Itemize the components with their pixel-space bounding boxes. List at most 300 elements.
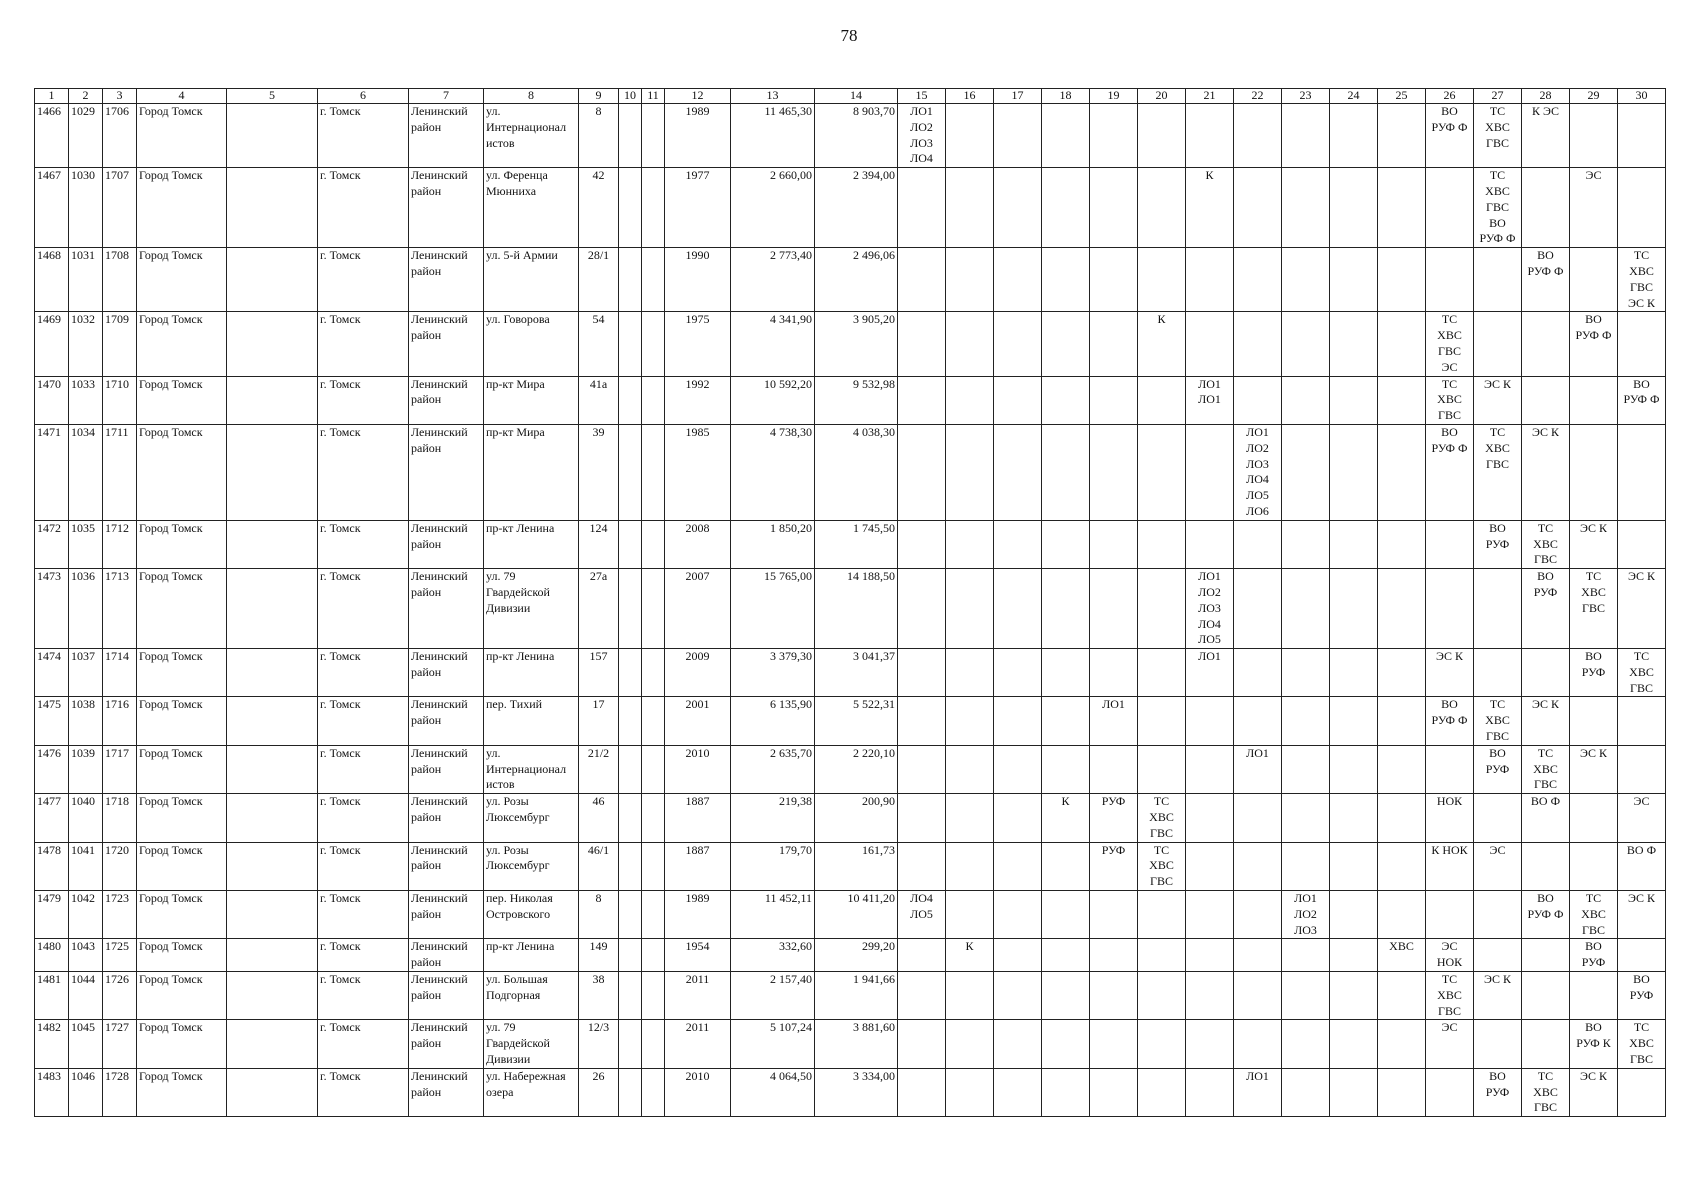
- column-number-header-row: [35, 89, 1666, 104]
- table-cell: [642, 649, 665, 697]
- table-cell: [898, 1020, 946, 1068]
- table-cell: 1954: [665, 939, 731, 972]
- column-header: 13: [731, 89, 815, 104]
- table-cell: г. Томск: [318, 794, 409, 842]
- table-cell: 6 135,90: [731, 697, 815, 745]
- table-cell: [1042, 376, 1090, 424]
- table-cell: [1474, 1020, 1522, 1068]
- table-cell: [227, 745, 318, 793]
- table-cell: [1330, 1068, 1378, 1116]
- table-cell: [1378, 569, 1426, 649]
- table-cell: 8: [579, 891, 619, 939]
- table-cell: [642, 891, 665, 939]
- table-cell: [1090, 168, 1138, 248]
- table-cell: [1282, 248, 1330, 312]
- table-cell: Ленинский район: [409, 891, 484, 939]
- table-cell: [1378, 794, 1426, 842]
- table-cell: Ленинский район: [409, 939, 484, 972]
- table-cell: [227, 520, 318, 568]
- table-cell: [1090, 248, 1138, 312]
- table-cell: ЛО4 ЛО5: [898, 891, 946, 939]
- table-cell: ЭС: [1426, 1020, 1474, 1068]
- table-cell: 46: [579, 794, 619, 842]
- table-cell: 1989: [665, 891, 731, 939]
- table-cell: [994, 649, 1042, 697]
- table-cell: [1378, 376, 1426, 424]
- column-header: 12: [665, 89, 731, 104]
- table-cell: г. Томск: [318, 697, 409, 745]
- table-cell: 3 041,37: [815, 649, 898, 697]
- table-cell: Ленинский район: [409, 376, 484, 424]
- table-cell: [227, 697, 318, 745]
- table-cell: [1378, 842, 1426, 890]
- table-cell: 1481: [35, 972, 69, 1020]
- table-cell: ЭС: [1570, 168, 1618, 248]
- table-cell: [1186, 939, 1234, 972]
- table-cell: [227, 376, 318, 424]
- table-cell: Ленинский район: [409, 569, 484, 649]
- table-cell: [1090, 104, 1138, 168]
- table-cell: [1042, 972, 1090, 1020]
- table-cell: [1138, 1068, 1186, 1116]
- table-cell: [1042, 1020, 1090, 1068]
- table-cell: [994, 104, 1042, 168]
- table-cell: ХВС: [1378, 939, 1426, 972]
- table-cell: [994, 972, 1042, 1020]
- table-cell: К: [1138, 312, 1186, 376]
- table-cell: 12/3: [579, 1020, 619, 1068]
- table-cell: ТС ХВС ГВС: [1426, 376, 1474, 424]
- table-cell: [1426, 520, 1474, 568]
- table-cell: [1042, 697, 1090, 745]
- table-cell: ул. Интернационал истов: [484, 745, 579, 793]
- table-cell: [619, 649, 642, 697]
- table-cell: [1282, 569, 1330, 649]
- table-cell: [1378, 1068, 1426, 1116]
- table-cell: ЭС К: [1618, 569, 1666, 649]
- table-cell: [227, 972, 318, 1020]
- table-cell: [946, 972, 994, 1020]
- table-cell: ТС ХВС ГВС: [1426, 972, 1474, 1020]
- table-cell: [1282, 939, 1330, 972]
- table-cell: [1090, 376, 1138, 424]
- table-cell: [1090, 312, 1138, 376]
- table-cell: [994, 745, 1042, 793]
- table-cell: 1041: [69, 842, 103, 890]
- table-cell: [946, 376, 994, 424]
- table-cell: [1330, 312, 1378, 376]
- table-cell: [946, 312, 994, 376]
- table-cell: [1234, 842, 1282, 890]
- table-cell: Город Томск: [137, 168, 227, 248]
- table-cell: ТС ХВС ГВС: [1474, 697, 1522, 745]
- table-cell: [1570, 424, 1618, 520]
- table-cell: [898, 168, 946, 248]
- table-cell: ул. 5-й Армии: [484, 248, 579, 312]
- column-header: 27: [1474, 89, 1522, 104]
- table-cell: 38: [579, 972, 619, 1020]
- table-cell: ВО РУФ Ф: [1426, 104, 1474, 168]
- table-cell: 2010: [665, 1068, 731, 1116]
- table-cell: [1330, 697, 1378, 745]
- table-cell: 3 334,00: [815, 1068, 898, 1116]
- table-cell: 1473: [35, 569, 69, 649]
- table-cell: [1138, 376, 1186, 424]
- table-cell: ЭС К: [1522, 697, 1570, 745]
- table-cell: 5 522,31: [815, 697, 898, 745]
- table-cell: [1570, 376, 1618, 424]
- table-cell: 161,73: [815, 842, 898, 890]
- table-cell: 2001: [665, 697, 731, 745]
- table-cell: Город Томск: [137, 1068, 227, 1116]
- table-cell: [1186, 891, 1234, 939]
- table-cell: [1138, 248, 1186, 312]
- table-cell: [1570, 842, 1618, 890]
- table-cell: Город Томск: [137, 312, 227, 376]
- table-cell: [898, 1068, 946, 1116]
- table-cell: [898, 842, 946, 890]
- table-cell: [1282, 697, 1330, 745]
- table-cell: [642, 697, 665, 745]
- table-cell: 1707: [103, 168, 137, 248]
- table-cell: [1282, 312, 1330, 376]
- table-cell: ВО РУФ Ф: [1522, 248, 1570, 312]
- table-cell: [619, 842, 642, 890]
- table-cell: 2008: [665, 520, 731, 568]
- table-cell: [1618, 939, 1666, 972]
- table-cell: [1234, 1020, 1282, 1068]
- table-cell: 1990: [665, 248, 731, 312]
- table-cell: 1709: [103, 312, 137, 376]
- table-cell: Ленинский район: [409, 745, 484, 793]
- table-cell: [1138, 649, 1186, 697]
- table-cell: РУФ: [1090, 842, 1138, 890]
- column-header: 21: [1186, 89, 1234, 104]
- table-cell: Город Томск: [137, 424, 227, 520]
- column-header: 26: [1426, 89, 1474, 104]
- table-cell: 332,60: [731, 939, 815, 972]
- table-cell: 1467: [35, 168, 69, 248]
- table-cell: ТС ХВС ГВС: [1474, 424, 1522, 520]
- table-cell: 1480: [35, 939, 69, 972]
- column-header: 18: [1042, 89, 1090, 104]
- table-row: [35, 520, 1666, 568]
- table-cell: [227, 842, 318, 890]
- table-cell: [619, 520, 642, 568]
- table-cell: [898, 376, 946, 424]
- table-cell: [1378, 891, 1426, 939]
- table-cell: [619, 1068, 642, 1116]
- table-cell: [898, 424, 946, 520]
- table-cell: [1282, 1020, 1330, 1068]
- table-cell: [1378, 104, 1426, 168]
- column-header: 14: [815, 89, 898, 104]
- table-row: [35, 1020, 1666, 1068]
- table-cell: г. Томск: [318, 972, 409, 1020]
- table-cell: 1034: [69, 424, 103, 520]
- table-cell: 1725: [103, 939, 137, 972]
- table-cell: Ленинский район: [409, 649, 484, 697]
- table-cell: [898, 972, 946, 1020]
- table-cell: [1090, 424, 1138, 520]
- table-cell: ЛО1 ЛО2 ЛО3 ЛО4: [898, 104, 946, 168]
- table-cell: К НОК: [1426, 842, 1474, 890]
- table-cell: [1378, 168, 1426, 248]
- table-row: [35, 104, 1666, 168]
- table-cell: 1714: [103, 649, 137, 697]
- table-cell: [994, 891, 1042, 939]
- table-cell: г. Томск: [318, 424, 409, 520]
- table-cell: [1282, 168, 1330, 248]
- table-cell: [1522, 972, 1570, 1020]
- column-header: 15: [898, 89, 946, 104]
- table-cell: 1030: [69, 168, 103, 248]
- table-cell: ЭС НОК: [1426, 939, 1474, 972]
- table-cell: [1042, 939, 1090, 972]
- table-cell: 2010: [665, 745, 731, 793]
- table-cell: 1985: [665, 424, 731, 520]
- table-cell: [1234, 891, 1282, 939]
- table-cell: [1138, 745, 1186, 793]
- table-cell: [1138, 569, 1186, 649]
- table-cell: 299,20: [815, 939, 898, 972]
- table-cell: [994, 1020, 1042, 1068]
- table-cell: г. Томск: [318, 104, 409, 168]
- table-cell: [1282, 972, 1330, 1020]
- table-cell: ТС ХВС ГВС: [1570, 569, 1618, 649]
- table-cell: [227, 649, 318, 697]
- table-cell: Ленинский район: [409, 1020, 484, 1068]
- table-cell: пр-кт Ленина: [484, 520, 579, 568]
- table-cell: ЭС: [1618, 794, 1666, 842]
- table-cell: [642, 939, 665, 972]
- table-cell: 5 107,24: [731, 1020, 815, 1068]
- table-row: [35, 939, 1666, 972]
- table-cell: [1042, 520, 1090, 568]
- table-cell: [1282, 842, 1330, 890]
- table-cell: [1282, 745, 1330, 793]
- table-cell: Город Томск: [137, 842, 227, 890]
- table-cell: [1042, 891, 1090, 939]
- table-cell: пр-кт Ленина: [484, 939, 579, 972]
- table-row: [35, 794, 1666, 842]
- table-cell: [898, 745, 946, 793]
- table-cell: 1482: [35, 1020, 69, 1068]
- table-cell: [1186, 972, 1234, 1020]
- table-cell: [619, 312, 642, 376]
- table-cell: 46/1: [579, 842, 619, 890]
- table-cell: [1042, 168, 1090, 248]
- table-cell: ТС ХВС ГВС: [1522, 1068, 1570, 1116]
- table-cell: 39: [579, 424, 619, 520]
- table-cell: [1138, 104, 1186, 168]
- table-cell: 1992: [665, 376, 731, 424]
- table-cell: [1234, 376, 1282, 424]
- column-header: 17: [994, 89, 1042, 104]
- table-cell: [1234, 104, 1282, 168]
- table-cell: [946, 104, 994, 168]
- table-row: [35, 424, 1666, 520]
- table-cell: ЛО1 ЛО2 ЛО3 ЛО4 ЛО5 ЛО6: [1234, 424, 1282, 520]
- table-cell: г. Томск: [318, 745, 409, 793]
- table-cell: [1522, 1020, 1570, 1068]
- table-cell: [619, 569, 642, 649]
- table-cell: ВО РУФ: [1618, 972, 1666, 1020]
- table-cell: 1046: [69, 1068, 103, 1116]
- table-cell: 14 188,50: [815, 569, 898, 649]
- table-cell: 1466: [35, 104, 69, 168]
- table-body: [35, 104, 1666, 1117]
- table-cell: 1706: [103, 104, 137, 168]
- table-cell: [1186, 248, 1234, 312]
- table-cell: 1989: [665, 104, 731, 168]
- table-cell: г. Томск: [318, 520, 409, 568]
- table-cell: [227, 794, 318, 842]
- table-cell: [898, 794, 946, 842]
- table-cell: 4 038,30: [815, 424, 898, 520]
- table-cell: ВО РУФ Ф: [1618, 376, 1666, 424]
- table-row: [35, 168, 1666, 248]
- table-cell: [946, 891, 994, 939]
- table-cell: К: [946, 939, 994, 972]
- table-cell: 1717: [103, 745, 137, 793]
- table-cell: [1378, 972, 1426, 1020]
- table-cell: 41а: [579, 376, 619, 424]
- table-cell: [1138, 424, 1186, 520]
- table-cell: [1426, 168, 1474, 248]
- table-cell: 8 903,70: [815, 104, 898, 168]
- table-cell: 21/2: [579, 745, 619, 793]
- table-cell: 15 765,00: [731, 569, 815, 649]
- table-cell: [1378, 424, 1426, 520]
- table-cell: ЭС К: [1570, 1068, 1618, 1116]
- table-cell: [642, 520, 665, 568]
- table-cell: [619, 248, 642, 312]
- table-cell: ул. Интернационал истов: [484, 104, 579, 168]
- table-cell: ТС ХВС ГВС: [1570, 891, 1618, 939]
- table-cell: [1378, 1020, 1426, 1068]
- table-cell: [227, 312, 318, 376]
- table-cell: [1330, 569, 1378, 649]
- table-cell: 3 905,20: [815, 312, 898, 376]
- table-cell: [1522, 376, 1570, 424]
- table-cell: 2 773,40: [731, 248, 815, 312]
- table-cell: 4 738,30: [731, 424, 815, 520]
- table-cell: г. Томск: [318, 649, 409, 697]
- table-cell: 4 064,50: [731, 1068, 815, 1116]
- table-cell: г. Томск: [318, 939, 409, 972]
- table-cell: [1282, 424, 1330, 520]
- table-cell: ЭС К: [1570, 520, 1618, 568]
- table-cell: [898, 248, 946, 312]
- table-cell: [946, 168, 994, 248]
- table-cell: 1469: [35, 312, 69, 376]
- table-cell: [898, 312, 946, 376]
- table-cell: 1726: [103, 972, 137, 1020]
- table-cell: ВО Ф: [1618, 842, 1666, 890]
- table-cell: [619, 697, 642, 745]
- table-cell: ВО РУФ Ф: [1426, 424, 1474, 520]
- table-cell: ВО РУФ: [1570, 649, 1618, 697]
- table-cell: [1138, 972, 1186, 1020]
- table-cell: [1378, 649, 1426, 697]
- table-cell: [1138, 520, 1186, 568]
- table-cell: 1031: [69, 248, 103, 312]
- table-cell: 124: [579, 520, 619, 568]
- table-cell: [642, 972, 665, 1020]
- table-cell: ТС ХВС ГВС ЭС К: [1618, 248, 1666, 312]
- table-cell: ул. Говорова: [484, 312, 579, 376]
- table-cell: [227, 168, 318, 248]
- table-cell: [1522, 312, 1570, 376]
- table-cell: 1708: [103, 248, 137, 312]
- table-cell: ВО РУФ К: [1570, 1020, 1618, 1068]
- table-cell: [994, 697, 1042, 745]
- table-cell: ВО РУФ: [1474, 520, 1522, 568]
- table-cell: [1234, 168, 1282, 248]
- table-cell: [1378, 745, 1426, 793]
- table-cell: 1477: [35, 794, 69, 842]
- table-cell: ЛО1: [1234, 745, 1282, 793]
- table-cell: ВО РУФ: [1522, 569, 1570, 649]
- table-cell: [619, 745, 642, 793]
- table-cell: ЭС К: [1570, 745, 1618, 793]
- table-cell: 1887: [665, 794, 731, 842]
- table-cell: [619, 794, 642, 842]
- table-cell: [1330, 745, 1378, 793]
- table-cell: [1618, 520, 1666, 568]
- table-cell: 1713: [103, 569, 137, 649]
- table-cell: [619, 891, 642, 939]
- table-cell: 3 379,30: [731, 649, 815, 697]
- table-cell: ЭС К: [1618, 891, 1666, 939]
- table-cell: 1039: [69, 745, 103, 793]
- table-cell: К ЭС: [1522, 104, 1570, 168]
- column-header: 19: [1090, 89, 1138, 104]
- table-cell: 1718: [103, 794, 137, 842]
- table-cell: [619, 939, 642, 972]
- table-cell: 1716: [103, 697, 137, 745]
- table-cell: [1234, 697, 1282, 745]
- table-cell: [1618, 104, 1666, 168]
- table-cell: пр-кт Ленина: [484, 649, 579, 697]
- table-cell: 2011: [665, 972, 731, 1020]
- table-cell: [946, 697, 994, 745]
- table-cell: 1711: [103, 424, 137, 520]
- table-cell: [1042, 1068, 1090, 1116]
- table-cell: 3 881,60: [815, 1020, 898, 1068]
- table-cell: [994, 794, 1042, 842]
- column-header: 7: [409, 89, 484, 104]
- table-row: [35, 697, 1666, 745]
- table-cell: [227, 939, 318, 972]
- table-cell: г. Томск: [318, 376, 409, 424]
- table-cell: ЭС К: [1426, 649, 1474, 697]
- table-cell: ТС ХВС ГВС: [1522, 745, 1570, 793]
- table-cell: РУФ: [1090, 794, 1138, 842]
- table-cell: [1330, 168, 1378, 248]
- table-cell: 42: [579, 168, 619, 248]
- table-cell: 1029: [69, 104, 103, 168]
- table-cell: 11 452,11: [731, 891, 815, 939]
- table-cell: 1036: [69, 569, 103, 649]
- table-cell: ВО РУФ: [1474, 745, 1522, 793]
- table-cell: 27а: [579, 569, 619, 649]
- table-cell: [1330, 891, 1378, 939]
- table-cell: [1474, 248, 1522, 312]
- table-cell: ВО РУФ: [1570, 939, 1618, 972]
- table-cell: г. Томск: [318, 1020, 409, 1068]
